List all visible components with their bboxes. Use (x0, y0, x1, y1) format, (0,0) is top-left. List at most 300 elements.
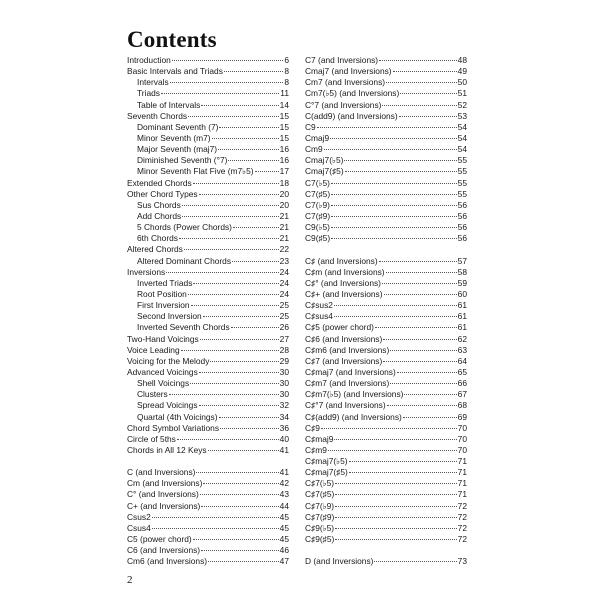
toc-entry-label: C♯maj7 (and Inversions) (305, 366, 396, 377)
toc-dot-leader (203, 483, 278, 484)
toc-entry-page: 47 (279, 556, 289, 567)
toc-entry-page: 49 (457, 66, 467, 77)
toc-entry[interactable] (305, 456, 467, 467)
toc-entry-label: C9(♯5) (305, 233, 331, 244)
toc-dot-leader (331, 205, 457, 206)
toc-entry[interactable] (305, 55, 467, 66)
toc-entry[interactable] (305, 66, 467, 77)
toc-entry-label: C♯9 (305, 422, 320, 433)
toc-entry-label: C°7 (and Inversions) (305, 99, 382, 110)
toc-dot-leader (335, 506, 457, 507)
toc-entry[interactable] (305, 501, 467, 512)
toc-dot-leader (200, 494, 279, 495)
toc-entry[interactable] (305, 434, 467, 445)
toc-entry-label: Clusters (137, 389, 168, 400)
toc-entry-page: 54 (457, 121, 467, 132)
toc-dot-leader (404, 394, 456, 395)
toc-entry-label: Cmaj7(♭5) (305, 155, 344, 166)
toc-entry[interactable] (305, 155, 467, 166)
toc-entry-label: C♯7(♭5) (305, 478, 335, 489)
toc-entry-page: 54 (457, 132, 467, 143)
toc-entry[interactable] (305, 400, 467, 411)
toc-dot-leader (219, 417, 279, 418)
toc-dot-leader (379, 261, 457, 262)
toc-entry[interactable] (305, 367, 467, 378)
toc-entry-label: C♯(add9) (and Inversions) (305, 411, 402, 422)
toc-entry[interactable] (305, 356, 467, 367)
toc-entry-label: C♯m6 (and Inversions) (305, 344, 390, 355)
toc-dot-leader (208, 450, 279, 451)
toc-entry-page: 15 (279, 110, 289, 121)
toc-entry[interactable] (127, 367, 289, 378)
toc-dot-leader (334, 316, 457, 317)
toc-entry-page: 61 (457, 311, 467, 322)
toc-entry-label: C♯maj7(♭5) (305, 456, 348, 467)
toc-entry-label: C7(♯9) (305, 210, 331, 221)
toc-subentry[interactable] (127, 389, 289, 400)
toc-entry-page: 8 (284, 66, 289, 77)
toc-entry-label: Dominant Seventh (7) (137, 121, 219, 132)
toc-entry[interactable] (305, 389, 467, 400)
toc-dot-leader (335, 494, 456, 495)
toc-entry[interactable] (127, 111, 289, 122)
toc-dot-leader (393, 71, 457, 72)
toc-entry-label: Inverted Triads (137, 277, 193, 288)
toc-dot-leader (386, 272, 457, 273)
toc-entry-page: 30 (279, 366, 289, 377)
toc-entry-page: 59 (457, 277, 467, 288)
toc-entry-page: 50 (457, 77, 467, 88)
toc-entry-page: 45 (279, 511, 289, 522)
toc-entry-page: 72 (457, 500, 467, 511)
toc-entry-page: 16 (279, 155, 289, 166)
toc-dot-leader (382, 283, 457, 284)
toc-entry-page: 60 (457, 288, 467, 299)
toc-entry[interactable] (127, 445, 289, 456)
toc-dot-leader (224, 71, 283, 72)
toc-entry[interactable] (305, 88, 467, 99)
toc-dot-leader (172, 60, 284, 61)
toc-subentry[interactable] (127, 222, 289, 233)
toc-entry-label: Basic Intervals and Triads (127, 66, 223, 77)
toc-entry-label: C♯m7(♭5) (and Inversions) (305, 389, 404, 400)
toc-dot-leader (193, 539, 279, 540)
toc-entry-label: Cm (and Inversions) (127, 478, 203, 489)
toc-entry-page: 56 (457, 210, 467, 221)
toc-subentry[interactable] (127, 200, 289, 211)
toc-dot-leader (383, 339, 456, 340)
toc-dot-leader (190, 383, 279, 384)
toc-entry-page: 72 (457, 522, 467, 533)
toc-entry-label: Minor Seventh Flat Five (m7♭5) (137, 166, 254, 177)
toc-entry-label: Cmaj7 (and Inversions) (305, 66, 392, 77)
toc-entry[interactable] (305, 211, 467, 222)
toc-dot-leader (324, 149, 457, 150)
toc-entry[interactable] (305, 77, 467, 88)
toc-entry-label: Shell Voicings (137, 378, 190, 389)
toc-dot-leader (390, 350, 456, 351)
toc-spacer (305, 244, 467, 255)
toc-entry-page: 51 (457, 88, 467, 99)
toc-dot-leader (208, 561, 279, 562)
toc-entry[interactable] (127, 434, 289, 445)
toc-subentry[interactable] (127, 233, 289, 244)
toc-subentry[interactable] (127, 412, 289, 423)
toc-entry-label: D (and Inversions) (305, 556, 374, 567)
toc-entry[interactable] (305, 467, 467, 478)
toc-subentry[interactable] (127, 88, 289, 99)
toc-entry-label: C♯9(♭5) (305, 522, 335, 533)
toc-subentry[interactable] (127, 278, 289, 289)
toc-entry-page: 15 (279, 132, 289, 143)
toc-dot-leader (349, 472, 457, 473)
toc-entry-label: C9(♭5) (305, 222, 330, 233)
toc-entry-page: 25 (279, 311, 289, 322)
toc-subentry[interactable] (127, 133, 289, 144)
toc-entry-label: Second Inversion (137, 311, 202, 322)
toc-entry-label: C♯maj9 (305, 433, 334, 444)
toc-dot-leader (390, 383, 456, 384)
toc-entry-label: C♯maj7(♯5) (305, 467, 348, 478)
toc-dot-leader (182, 205, 279, 206)
toc-entry-label: First Inversion (137, 300, 190, 311)
toc-entry-page: 18 (279, 177, 289, 188)
toc-subentry[interactable] (127, 300, 289, 311)
toc-entry[interactable] (127, 478, 289, 489)
toc-entry-label: C° (and Inversions) (127, 489, 199, 500)
toc-entry[interactable] (305, 478, 467, 489)
toc-dot-leader (328, 450, 457, 451)
toc-entry-label: Triads (137, 88, 160, 99)
toc-subentry[interactable] (127, 211, 289, 222)
toc-dot-leader (399, 116, 457, 117)
toc-entry[interactable] (127, 545, 289, 556)
toc-dot-leader (382, 105, 456, 106)
toc-entry[interactable] (305, 233, 467, 244)
toc-entry-label: Cm7(♭5) (and Inversions) (305, 88, 400, 99)
toc-left-column (127, 55, 289, 567)
toc-entry-label: Seventh Chords (127, 110, 188, 121)
toc-entry-label: C9 (305, 121, 316, 132)
toc-entry-page: 55 (457, 166, 467, 177)
toc-entry-page: 45 (279, 522, 289, 533)
toc-dot-leader (170, 82, 284, 83)
toc-entry-page: 42 (279, 478, 289, 489)
toc-entry-label: C♯sus4 (305, 311, 333, 322)
toc-entry-label: Intervals (137, 77, 169, 88)
toc-entry[interactable] (305, 222, 467, 233)
toc-dot-leader (397, 372, 457, 373)
toc-entry-label: C6 (and Inversions) (127, 545, 201, 556)
toc-dot-leader (374, 561, 456, 562)
toc-subentry[interactable] (127, 100, 289, 111)
toc-dot-leader (199, 194, 279, 195)
toc-entry[interactable] (305, 523, 467, 534)
toc-entry-page: 70 (457, 433, 467, 444)
toc-dot-leader (335, 528, 457, 529)
toc-entry[interactable] (305, 133, 467, 144)
toc-subentry[interactable] (127, 144, 289, 155)
toc-dot-leader (169, 394, 279, 395)
toc-entry-label: C(add9) (and Inversions) (305, 110, 398, 121)
toc-entry-label: Spread Voicings (137, 400, 198, 411)
toc-dot-leader (344, 160, 456, 161)
toc-dot-leader (317, 127, 457, 128)
toc-entry-label: Voice Leading (127, 344, 180, 355)
toc-entry-page: 16 (279, 144, 289, 155)
toc-entry-page: 72 (457, 511, 467, 522)
toc-entry-page: 14 (279, 99, 289, 110)
toc-entry-page: 48 (457, 55, 467, 65)
toc-subentry[interactable] (127, 289, 289, 300)
toc-entry[interactable] (127, 501, 289, 512)
toc-entry-label: C7(♯5) (305, 188, 331, 199)
toc-dot-leader (181, 350, 279, 351)
toc-entry[interactable] (127, 189, 289, 200)
toc-entry-page: 11 (280, 88, 289, 99)
toc-entry[interactable] (127, 244, 289, 255)
toc-entry-label: C♯6 (and Inversions) (305, 333, 383, 344)
toc-entry-page: 56 (457, 233, 467, 244)
toc-entry-page: 63 (457, 344, 467, 355)
toc-entry-label: Advanced Voicings (127, 366, 198, 377)
toc-dot-leader (403, 417, 457, 418)
toc-entry-page: 43 (279, 489, 289, 500)
toc-entry-label: C♯7(♯9) (305, 511, 335, 522)
toc-entry-label: C♯7 (and Inversions) (305, 355, 383, 366)
toc-dot-leader (152, 528, 279, 529)
toc-dot-leader (331, 216, 457, 217)
toc-entry[interactable] (127, 523, 289, 534)
toc-dot-leader (345, 171, 457, 172)
toc-entry-label: Root Position (137, 288, 187, 299)
toc-entry[interactable] (305, 122, 467, 133)
toc-entry-page: 26 (279, 322, 289, 333)
toc-dot-leader (218, 149, 279, 150)
toc-entry-page: 40 (279, 433, 289, 444)
toc-dot-leader (200, 339, 279, 340)
toc-entry[interactable] (305, 311, 467, 322)
toc-dot-leader (191, 305, 279, 306)
toc-entry-label: C7(♭9) (305, 199, 330, 210)
toc-dot-leader (193, 283, 278, 284)
toc-entry[interactable] (305, 345, 467, 356)
toc-entry-page: 70 (457, 422, 467, 433)
toc-entry-label: Cm6 (and Inversions) (127, 556, 208, 567)
toc-entry-label: Two-Hand Voicings (127, 333, 199, 344)
toc-dot-leader (177, 439, 279, 440)
toc-dot-leader (379, 60, 457, 61)
toc-entry-label: C+ (and Inversions) (127, 500, 201, 511)
toc-entry-page: 56 (457, 199, 467, 210)
toc-entry-label: Csus2 (127, 511, 151, 522)
toc-entry-label: C♯ (and Inversions) (305, 255, 378, 266)
toc-entry-page: 22 (279, 244, 289, 255)
toc-dot-leader (335, 539, 456, 540)
toc-dot-leader (400, 93, 456, 94)
toc-entry[interactable] (127, 66, 289, 77)
toc-entry-page: 24 (279, 288, 289, 299)
toc-dot-leader (201, 550, 279, 551)
toc-entry-page: 67 (457, 389, 467, 400)
toc-entry-label: Inversions (127, 266, 166, 277)
toc-entry-page: 24 (279, 266, 289, 277)
toc-entry-page: 66 (457, 378, 467, 389)
toc-entry-label: Quartal (4th Voicings) (137, 411, 218, 422)
toc-entry-label: Cmaj7(♯5) (305, 166, 344, 177)
toc-dot-leader (349, 461, 457, 462)
toc-entry[interactable] (305, 166, 467, 177)
toc-entry-label: 6th Chords (137, 233, 178, 244)
toc-entry-label: C (and Inversions) (127, 467, 196, 478)
toc-entry[interactable] (127, 423, 289, 434)
toc-subentry[interactable] (127, 311, 289, 322)
toc-entry[interactable] (305, 489, 467, 500)
toc-entry[interactable] (305, 278, 467, 289)
toc-entry-page: 68 (457, 400, 467, 411)
toc-entry-page: 71 (457, 467, 467, 478)
toc-entry-label: Extended Chords (127, 177, 192, 188)
toc-entry-label: Sus Chords (137, 199, 181, 210)
toc-dot-leader (321, 428, 457, 429)
toc-entry-page: 41 (279, 467, 289, 478)
toc-entry-page: 55 (457, 188, 467, 199)
toc-entry[interactable] (127, 556, 289, 567)
toc-subentry[interactable] (127, 166, 289, 177)
toc-entry-page: 62 (457, 333, 467, 344)
toc-entry-page: 30 (279, 389, 289, 400)
toc-subentry[interactable] (127, 77, 289, 88)
toc-entry-label: Inverted Seventh Chords (137, 322, 230, 333)
toc-entry[interactable] (305, 534, 467, 545)
toc-entry[interactable] (305, 556, 467, 567)
toc-entry[interactable] (127, 334, 289, 345)
toc-entry[interactable] (305, 256, 467, 267)
toc-dot-leader (331, 183, 457, 184)
toc-dot-leader (330, 138, 456, 139)
toc-entry-label: C♯m9 (305, 444, 327, 455)
toc-subentry[interactable] (127, 400, 289, 411)
toc-dot-leader (201, 506, 278, 507)
toc-entry-page: 55 (457, 155, 467, 166)
toc-entry-label: Cmaj9 (305, 132, 330, 143)
toc-entry-page: 52 (457, 99, 467, 110)
toc-entry[interactable] (127, 512, 289, 523)
toc-entry-page: 64 (457, 355, 467, 366)
toc-entry-label: Csus4 (127, 522, 151, 533)
toc-entry[interactable] (127, 534, 289, 545)
toc-subentry[interactable] (127, 322, 289, 333)
toc-dot-leader (210, 361, 278, 362)
toc-entry[interactable] (305, 378, 467, 389)
toc-dot-leader (193, 183, 279, 184)
toc-entry[interactable] (127, 178, 289, 189)
toc-entry-label: Chord Symbol Variations (127, 422, 220, 433)
toc-entry-label: C♯° (and Inversions) (305, 277, 381, 288)
toc-entry[interactable] (305, 445, 467, 456)
toc-entry[interactable] (127, 55, 289, 66)
toc-entry[interactable] (305, 512, 467, 523)
toc-dot-leader (184, 249, 279, 250)
toc-dot-leader (199, 405, 279, 406)
toc-subentry[interactable] (127, 155, 289, 166)
toc-entry-page: 21 (279, 233, 289, 244)
toc-entry[interactable] (305, 200, 467, 211)
toc-entry-page: 61 (457, 322, 467, 333)
toc-entry[interactable] (305, 289, 467, 300)
toc-dot-leader (255, 171, 279, 172)
toc-entry-label: Table of Intervals (137, 99, 201, 110)
toc-dot-leader (161, 93, 279, 94)
toc-entry-page: 27 (279, 333, 289, 344)
toc-dot-leader (188, 294, 279, 295)
toc-entry[interactable] (127, 267, 289, 278)
toc-entry[interactable] (127, 356, 289, 367)
toc-entry[interactable] (305, 412, 467, 423)
toc-entry-page: 71 (457, 478, 467, 489)
toc-entry[interactable] (305, 267, 467, 278)
toc-entry-page: 72 (457, 534, 467, 545)
toc-entry[interactable] (127, 489, 289, 500)
toc-subentry[interactable] (127, 122, 289, 133)
toc-entry-page: 29 (279, 355, 289, 366)
toc-entry-label: C♯sus2 (305, 300, 333, 311)
toc-entry[interactable] (305, 111, 467, 122)
toc-entry-page: 58 (457, 266, 467, 277)
toc-subentry[interactable] (127, 256, 289, 267)
toc-dot-leader (331, 238, 457, 239)
toc-entry-page: 21 (279, 222, 289, 233)
toc-entry-label: C♯m (and Inversions) (305, 266, 385, 277)
toc-entry-page: 8 (284, 77, 289, 88)
toc-entry-label: C♯7(♭9) (305, 500, 335, 511)
toc-subentry[interactable] (127, 378, 289, 389)
toc-entry[interactable] (305, 322, 467, 333)
toc-entry[interactable] (305, 189, 467, 200)
toc-entry-page: 69 (457, 411, 467, 422)
toc-entry-page: 6 (284, 55, 289, 65)
toc-entry-label: C♯°7 (and Inversions) (305, 400, 386, 411)
toc-entry-page: 44 (279, 500, 289, 511)
toc-entry[interactable] (305, 300, 467, 311)
toc-entry-page: 53 (457, 110, 467, 121)
toc-dot-leader (233, 227, 279, 228)
toc-entry[interactable] (305, 144, 467, 155)
toc-entry[interactable] (305, 100, 467, 111)
toc-entry-page: 55 (457, 177, 467, 188)
toc-entry-label: C7(♭5) (305, 177, 330, 188)
toc-entry-page: 57 (457, 255, 467, 266)
toc-dot-leader (331, 227, 457, 228)
toc-entry[interactable] (127, 345, 289, 356)
toc-entry-page: 21 (279, 210, 289, 221)
toc-entry-label: Other Chord Types (127, 188, 198, 199)
toc-right-column (305, 55, 467, 567)
toc-entry[interactable] (305, 423, 467, 434)
toc-entry-label: C♯5 (power chord) (305, 322, 374, 333)
toc-entry-page: 73 (457, 556, 467, 567)
toc-dot-leader (152, 517, 279, 518)
toc-dot-leader (196, 472, 278, 473)
toc-entry-page: 28 (279, 344, 289, 355)
toc-entry[interactable] (305, 334, 467, 345)
toc-entry-label: C♯m7 (and Inversions) (305, 378, 390, 389)
toc-entry[interactable] (305, 178, 467, 189)
toc-dot-leader (384, 294, 457, 295)
toc-entry[interactable] (127, 467, 289, 478)
toc-entry-page: 36 (279, 422, 289, 433)
toc-entry-page: 61 (457, 300, 467, 311)
